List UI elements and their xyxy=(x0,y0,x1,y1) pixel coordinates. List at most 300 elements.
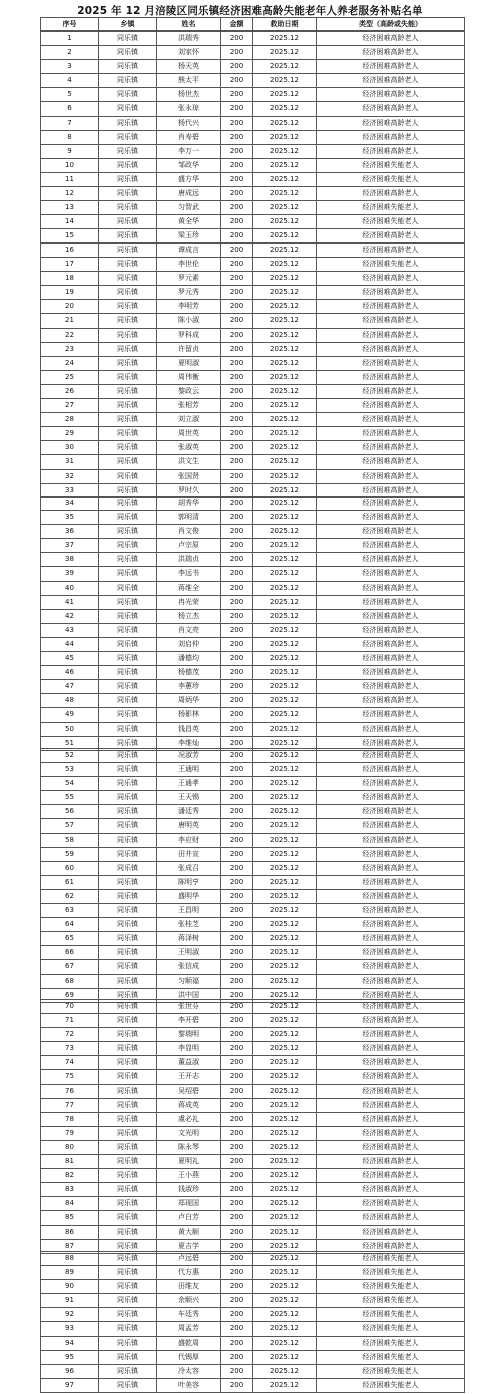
cell-name: 熊太平 xyxy=(157,74,221,88)
cell-town: 同乐镇 xyxy=(99,904,157,918)
subsidy-table-block xyxy=(40,496,465,751)
cell-date: 2025.12 xyxy=(253,680,317,694)
table-row xyxy=(41,441,465,455)
cell-amount: 200 xyxy=(221,342,253,356)
cell-type: 经济困难失能老人 xyxy=(317,1350,465,1364)
cell-index: 86 xyxy=(41,1225,99,1239)
cell-date: 2025.12 xyxy=(253,805,317,819)
cell-amount: 200 xyxy=(221,680,253,694)
cell-date: 2025.12 xyxy=(253,567,317,581)
cell-town: 同乐镇 xyxy=(99,116,157,130)
cell-name: 李应财 xyxy=(157,833,221,847)
cell-date: 2025.12 xyxy=(253,384,317,398)
cell-town: 同乐镇 xyxy=(99,427,157,441)
cell-town: 同乐镇 xyxy=(99,708,157,722)
cell-amount: 200 xyxy=(221,497,253,511)
cell-type: 经济困难高龄老人 xyxy=(317,342,465,356)
cell-type: 经济困难高龄老人 xyxy=(317,272,465,286)
cell-town: 同乐镇 xyxy=(99,791,157,805)
cell-date: 2025.12 xyxy=(253,749,317,763)
cell-amount: 200 xyxy=(221,1098,253,1112)
table-row xyxy=(41,777,465,791)
col-header-town: 乡镇 xyxy=(99,18,157,31)
cell-index: 90 xyxy=(41,1280,99,1294)
cell-amount: 200 xyxy=(221,749,253,763)
cell-type: 经济困难高龄老人 xyxy=(317,356,465,370)
cell-index: 88 xyxy=(41,1252,99,1266)
cell-date: 2025.12 xyxy=(253,1364,317,1378)
table-row xyxy=(41,525,465,539)
cell-type: 经济困难高龄老人 xyxy=(317,427,465,441)
cell-name: 杨代兴 xyxy=(157,116,221,130)
cell-type: 经济困难高龄老人 xyxy=(317,595,465,609)
cell-amount: 200 xyxy=(221,1336,253,1350)
cell-type: 经济困难高龄老人 xyxy=(317,637,465,651)
cell-amount: 200 xyxy=(221,932,253,946)
cell-name: 卢宗原 xyxy=(157,539,221,553)
cell-index: 29 xyxy=(41,427,99,441)
cell-amount: 200 xyxy=(221,1239,253,1253)
cell-type: 经济困难高龄老人 xyxy=(317,609,465,623)
cell-amount: 200 xyxy=(221,1308,253,1322)
cell-town: 同乐镇 xyxy=(99,637,157,651)
cell-name: 罗元秀 xyxy=(157,286,221,300)
col-header-type: 类型（高龄或失能） xyxy=(317,18,465,31)
cell-type: 经济困难高龄老人 xyxy=(317,455,465,469)
cell-amount: 200 xyxy=(221,286,253,300)
cell-type: 经济困难高龄老人 xyxy=(317,1183,465,1197)
cell-index: 77 xyxy=(41,1098,99,1112)
cell-town: 同乐镇 xyxy=(99,1211,157,1225)
table-row xyxy=(41,609,465,623)
cell-name: 唐明英 xyxy=(157,819,221,833)
cell-type: 经济困难高龄老人 xyxy=(317,229,465,243)
cell-type: 经济困难高龄老人 xyxy=(317,300,465,314)
cell-name: 陈永琴 xyxy=(157,1140,221,1154)
cell-date: 2025.12 xyxy=(253,300,317,314)
cell-index: 97 xyxy=(41,1378,99,1392)
cell-index: 53 xyxy=(41,763,99,777)
table-row xyxy=(41,974,465,988)
cell-index: 84 xyxy=(41,1197,99,1211)
table-row xyxy=(41,861,465,875)
cell-type: 经济困难高龄老人 xyxy=(317,1056,465,1070)
table-row xyxy=(41,1378,465,1392)
table-row xyxy=(41,1280,465,1294)
cell-amount: 200 xyxy=(221,215,253,229)
cell-index: 3 xyxy=(41,60,99,74)
cell-date: 2025.12 xyxy=(253,399,317,413)
cell-date: 2025.12 xyxy=(253,1028,317,1042)
cell-name: 许留贞 xyxy=(157,342,221,356)
cell-index: 73 xyxy=(41,1042,99,1056)
cell-amount: 200 xyxy=(221,609,253,623)
cell-date: 2025.12 xyxy=(253,833,317,847)
cell-name: 刘立淑 xyxy=(157,413,221,427)
cell-amount: 200 xyxy=(221,1028,253,1042)
cell-index: 5 xyxy=(41,88,99,102)
cell-town: 同乐镇 xyxy=(99,553,157,567)
cell-type: 经济困难高龄老人 xyxy=(317,286,465,300)
cell-name: 钱昌英 xyxy=(157,722,221,736)
cell-type: 经济困难高龄老人 xyxy=(317,1140,465,1154)
cell-date: 2025.12 xyxy=(253,483,317,497)
cell-index: 64 xyxy=(41,918,99,932)
cell-town: 同乐镇 xyxy=(99,722,157,736)
cell-amount: 200 xyxy=(221,623,253,637)
cell-index: 51 xyxy=(41,736,99,750)
cell-amount: 200 xyxy=(221,833,253,847)
cell-date: 2025.12 xyxy=(253,847,317,861)
cell-name: 张永琼 xyxy=(157,102,221,116)
cell-name: 钱淑珍 xyxy=(157,1183,221,1197)
cell-type: 经济困难高龄老人 xyxy=(317,819,465,833)
cell-name: 陈明亨 xyxy=(157,875,221,889)
cell-index: 39 xyxy=(41,567,99,581)
cell-date: 2025.12 xyxy=(253,1042,317,1056)
cell-amount: 200 xyxy=(221,483,253,497)
cell-amount: 200 xyxy=(221,946,253,960)
cell-amount: 200 xyxy=(221,1183,253,1197)
cell-index: 47 xyxy=(41,680,99,694)
table-row xyxy=(41,694,465,708)
cell-name: 潘廷秀 xyxy=(157,805,221,819)
table-row xyxy=(41,158,465,172)
cell-town: 同乐镇 xyxy=(99,172,157,186)
cell-date: 2025.12 xyxy=(253,623,317,637)
cell-town: 同乐镇 xyxy=(99,300,157,314)
table-row xyxy=(41,749,465,763)
cell-type: 经济困难高龄老人 xyxy=(317,497,465,511)
cell-amount: 200 xyxy=(221,244,253,258)
cell-town: 同乐镇 xyxy=(99,736,157,750)
cell-type: 经济困难高龄老人 xyxy=(317,1042,465,1056)
cell-name: 夏吉学 xyxy=(157,1239,221,1253)
cell-date: 2025.12 xyxy=(253,1211,317,1225)
cell-name: 王小燕 xyxy=(157,1169,221,1183)
cell-town: 同乐镇 xyxy=(99,342,157,356)
table-row xyxy=(41,1042,465,1056)
cell-amount: 200 xyxy=(221,652,253,666)
cell-date: 2025.12 xyxy=(253,272,317,286)
cell-name: 夏明淑 xyxy=(157,356,221,370)
cell-town: 同乐镇 xyxy=(99,1252,157,1266)
cell-amount: 200 xyxy=(221,1000,253,1014)
cell-town: 同乐镇 xyxy=(99,988,157,1002)
table-row xyxy=(41,74,465,88)
cell-index: 93 xyxy=(41,1322,99,1336)
cell-index: 85 xyxy=(41,1211,99,1225)
cell-date: 2025.12 xyxy=(253,158,317,172)
table-row xyxy=(41,1140,465,1154)
cell-type: 经济困难高龄老人 xyxy=(317,32,465,46)
cell-type: 经济困难失能老人 xyxy=(317,1364,465,1378)
cell-name: 李蕙珍 xyxy=(157,680,221,694)
cell-index: 66 xyxy=(41,946,99,960)
cell-name: 杨影林 xyxy=(157,708,221,722)
cell-amount: 200 xyxy=(221,847,253,861)
cell-name: 叶美容 xyxy=(157,1378,221,1392)
cell-type: 经济困难高龄老人 xyxy=(317,833,465,847)
cell-amount: 200 xyxy=(221,889,253,903)
cell-index: 19 xyxy=(41,286,99,300)
cell-amount: 200 xyxy=(221,511,253,525)
cell-type: 经济困难高龄老人 xyxy=(317,483,465,497)
table-row xyxy=(41,286,465,300)
cell-town: 同乐镇 xyxy=(99,74,157,88)
cell-name: 张淑英 xyxy=(157,441,221,455)
subsidy-table-block xyxy=(40,1251,465,1393)
col-header-name: 姓名 xyxy=(157,18,221,31)
cell-amount: 200 xyxy=(221,1140,253,1154)
cell-name: 洪瑞贞 xyxy=(157,553,221,567)
table-row xyxy=(41,497,465,511)
cell-amount: 200 xyxy=(221,356,253,370)
table-row xyxy=(41,791,465,805)
cell-type: 经济困难高龄老人 xyxy=(317,399,465,413)
cell-town: 同乐镇 xyxy=(99,875,157,889)
table-row xyxy=(41,1028,465,1042)
cell-date: 2025.12 xyxy=(253,1056,317,1070)
cell-index: 14 xyxy=(41,215,99,229)
cell-date: 2025.12 xyxy=(253,736,317,750)
cell-type: 经济困难高龄老人 xyxy=(317,805,465,819)
cell-type: 经济困难失能老人 xyxy=(317,1308,465,1322)
cell-town: 同乐镇 xyxy=(99,1308,157,1322)
table-row xyxy=(41,708,465,722)
cell-amount: 200 xyxy=(221,1294,253,1308)
table-row xyxy=(41,511,465,525)
table-row xyxy=(41,130,465,144)
cell-index: 17 xyxy=(41,258,99,272)
cell-date: 2025.12 xyxy=(253,1308,317,1322)
cell-amount: 200 xyxy=(221,988,253,1002)
cell-amount: 200 xyxy=(221,1322,253,1336)
table-row xyxy=(41,1211,465,1225)
table-header-row xyxy=(41,18,465,31)
cell-index: 21 xyxy=(41,314,99,328)
cell-town: 同乐镇 xyxy=(99,932,157,946)
cell-index: 2 xyxy=(41,46,99,60)
cell-date: 2025.12 xyxy=(253,595,317,609)
cell-index: 24 xyxy=(41,356,99,370)
cell-town: 同乐镇 xyxy=(99,539,157,553)
cell-type: 经济困难高龄老人 xyxy=(317,652,465,666)
subsidy-table-block xyxy=(40,31,465,243)
cell-name: 吴绍碧 xyxy=(157,1084,221,1098)
cell-index: 61 xyxy=(41,875,99,889)
cell-date: 2025.12 xyxy=(253,904,317,918)
table-row xyxy=(41,539,465,553)
cell-index: 20 xyxy=(41,300,99,314)
cell-town: 同乐镇 xyxy=(99,229,157,243)
cell-type: 经济困难高龄老人 xyxy=(317,74,465,88)
cell-date: 2025.12 xyxy=(253,652,317,666)
cell-amount: 200 xyxy=(221,1378,253,1392)
cell-index: 10 xyxy=(41,158,99,172)
cell-date: 2025.12 xyxy=(253,708,317,722)
cell-index: 12 xyxy=(41,187,99,201)
cell-type: 经济困难高龄老人 xyxy=(317,1112,465,1126)
cell-town: 同乐镇 xyxy=(99,32,157,46)
cell-index: 30 xyxy=(41,441,99,455)
table-row xyxy=(41,1294,465,1308)
cell-amount: 200 xyxy=(221,974,253,988)
cell-amount: 200 xyxy=(221,1155,253,1169)
cell-town: 同乐镇 xyxy=(99,413,157,427)
cell-amount: 200 xyxy=(221,32,253,46)
cell-index: 59 xyxy=(41,847,99,861)
cell-type: 经济困难高龄老人 xyxy=(317,88,465,102)
cell-amount: 200 xyxy=(221,1112,253,1126)
cell-index: 72 xyxy=(41,1028,99,1042)
table-row xyxy=(41,116,465,130)
cell-name: 肖文亮 xyxy=(157,623,221,637)
cell-town: 同乐镇 xyxy=(99,455,157,469)
table-row xyxy=(41,932,465,946)
cell-index: 50 xyxy=(41,722,99,736)
cell-date: 2025.12 xyxy=(253,763,317,777)
cell-type: 经济困难失能老人 xyxy=(317,172,465,186)
cell-town: 同乐镇 xyxy=(99,314,157,328)
cell-date: 2025.12 xyxy=(253,988,317,1002)
table-row xyxy=(41,1084,465,1098)
cell-type: 经济困难高龄老人 xyxy=(317,1225,465,1239)
cell-type: 经济困难高龄老人 xyxy=(317,130,465,144)
table-row xyxy=(41,60,465,74)
cell-town: 同乐镇 xyxy=(99,1294,157,1308)
cell-type: 经济困难失能老人 xyxy=(317,1322,465,1336)
cell-name: 郭明清 xyxy=(157,511,221,525)
cell-town: 同乐镇 xyxy=(99,889,157,903)
table-row xyxy=(41,427,465,441)
cell-name: 盛乾周 xyxy=(157,1336,221,1350)
cell-amount: 200 xyxy=(221,144,253,158)
cell-type: 经济困难高龄老人 xyxy=(317,680,465,694)
cell-name: 唐成远 xyxy=(157,187,221,201)
cell-index: 95 xyxy=(41,1350,99,1364)
cell-type: 经济困难高龄老人 xyxy=(317,847,465,861)
cell-town: 同乐镇 xyxy=(99,1197,157,1211)
cell-name: 李世伦 xyxy=(157,258,221,272)
cell-name: 冉光荣 xyxy=(157,595,221,609)
cell-index: 25 xyxy=(41,370,99,384)
cell-amount: 200 xyxy=(221,102,253,116)
cell-index: 1 xyxy=(41,32,99,46)
cell-type: 经济困难高龄老人 xyxy=(317,946,465,960)
cell-town: 同乐镇 xyxy=(99,974,157,988)
table-row xyxy=(41,244,465,258)
table-row xyxy=(41,413,465,427)
cell-date: 2025.12 xyxy=(253,609,317,623)
cell-town: 同乐镇 xyxy=(99,399,157,413)
cell-type: 经济困难高龄老人 xyxy=(317,1000,465,1014)
cell-type: 经济困难失能老人 xyxy=(317,201,465,215)
cell-date: 2025.12 xyxy=(253,974,317,988)
cell-name: 王通孝 xyxy=(157,777,221,791)
cell-name: 车廷秀 xyxy=(157,1308,221,1322)
cell-town: 同乐镇 xyxy=(99,46,157,60)
cell-type: 经济困难高龄老人 xyxy=(317,1169,465,1183)
cell-town: 同乐镇 xyxy=(99,483,157,497)
cell-amount: 200 xyxy=(221,736,253,750)
cell-date: 2025.12 xyxy=(253,1098,317,1112)
cell-amount: 200 xyxy=(221,46,253,60)
page-title: 2025 年 12 月涪陵区同乐镇经济困难高龄失能老年人养老服务补贴名单 xyxy=(77,5,423,17)
cell-amount: 200 xyxy=(221,539,253,553)
cell-index: 8 xyxy=(41,130,99,144)
cell-town: 同乐镇 xyxy=(99,1056,157,1070)
cell-amount: 200 xyxy=(221,1211,253,1225)
cell-name: 夏明礼 xyxy=(157,1155,221,1169)
table-row xyxy=(41,763,465,777)
cell-index: 42 xyxy=(41,609,99,623)
cell-amount: 200 xyxy=(221,1169,253,1183)
cell-amount: 200 xyxy=(221,1364,253,1378)
cell-amount: 200 xyxy=(221,158,253,172)
cell-amount: 200 xyxy=(221,1070,253,1084)
table-row xyxy=(41,847,465,861)
table-row xyxy=(41,1225,465,1239)
cell-date: 2025.12 xyxy=(253,1252,317,1266)
cell-town: 同乐镇 xyxy=(99,833,157,847)
cell-index: 83 xyxy=(41,1183,99,1197)
cell-date: 2025.12 xyxy=(253,328,317,342)
cell-town: 同乐镇 xyxy=(99,1280,157,1294)
cell-type: 经济困难高龄老人 xyxy=(317,889,465,903)
cell-index: 78 xyxy=(41,1112,99,1126)
cell-index: 80 xyxy=(41,1140,99,1154)
cell-amount: 200 xyxy=(221,777,253,791)
cell-index: 57 xyxy=(41,819,99,833)
cell-town: 同乐镇 xyxy=(99,497,157,511)
cell-name: 盛方华 xyxy=(157,172,221,186)
cell-name: 张相芳 xyxy=(157,399,221,413)
cell-name: 罗科成 xyxy=(157,328,221,342)
cell-date: 2025.12 xyxy=(253,172,317,186)
subsidy-table-block xyxy=(40,243,465,498)
subsidy-table-block xyxy=(40,748,465,1003)
cell-name: 李显明 xyxy=(157,1042,221,1056)
cell-town: 同乐镇 xyxy=(99,1098,157,1112)
cell-name: 黎政云 xyxy=(157,384,221,398)
cell-index: 36 xyxy=(41,525,99,539)
table-row xyxy=(41,875,465,889)
cell-date: 2025.12 xyxy=(253,88,317,102)
table-row xyxy=(41,1070,465,1084)
cell-town: 同乐镇 xyxy=(99,1028,157,1042)
cell-type: 经济困难高龄老人 xyxy=(317,525,465,539)
table-row xyxy=(41,553,465,567)
cell-date: 2025.12 xyxy=(253,1169,317,1183)
cell-index: 11 xyxy=(41,172,99,186)
cell-type: 经济困难高龄老人 xyxy=(317,708,465,722)
cell-amount: 200 xyxy=(221,581,253,595)
cell-date: 2025.12 xyxy=(253,60,317,74)
table-row xyxy=(41,1197,465,1211)
table-row xyxy=(41,314,465,328)
table-row xyxy=(41,1183,465,1197)
cell-name: 卢白芳 xyxy=(157,1211,221,1225)
cell-name: 梁玉珍 xyxy=(157,229,221,243)
cell-town: 同乐镇 xyxy=(99,1239,157,1253)
table-row xyxy=(41,272,465,286)
table-row xyxy=(41,172,465,186)
cell-type: 经济困难高龄老人 xyxy=(317,1098,465,1112)
cell-name: 代锡厚 xyxy=(157,1350,221,1364)
cell-town: 同乐镇 xyxy=(99,1155,157,1169)
cell-type: 经济困难高龄老人 xyxy=(317,413,465,427)
